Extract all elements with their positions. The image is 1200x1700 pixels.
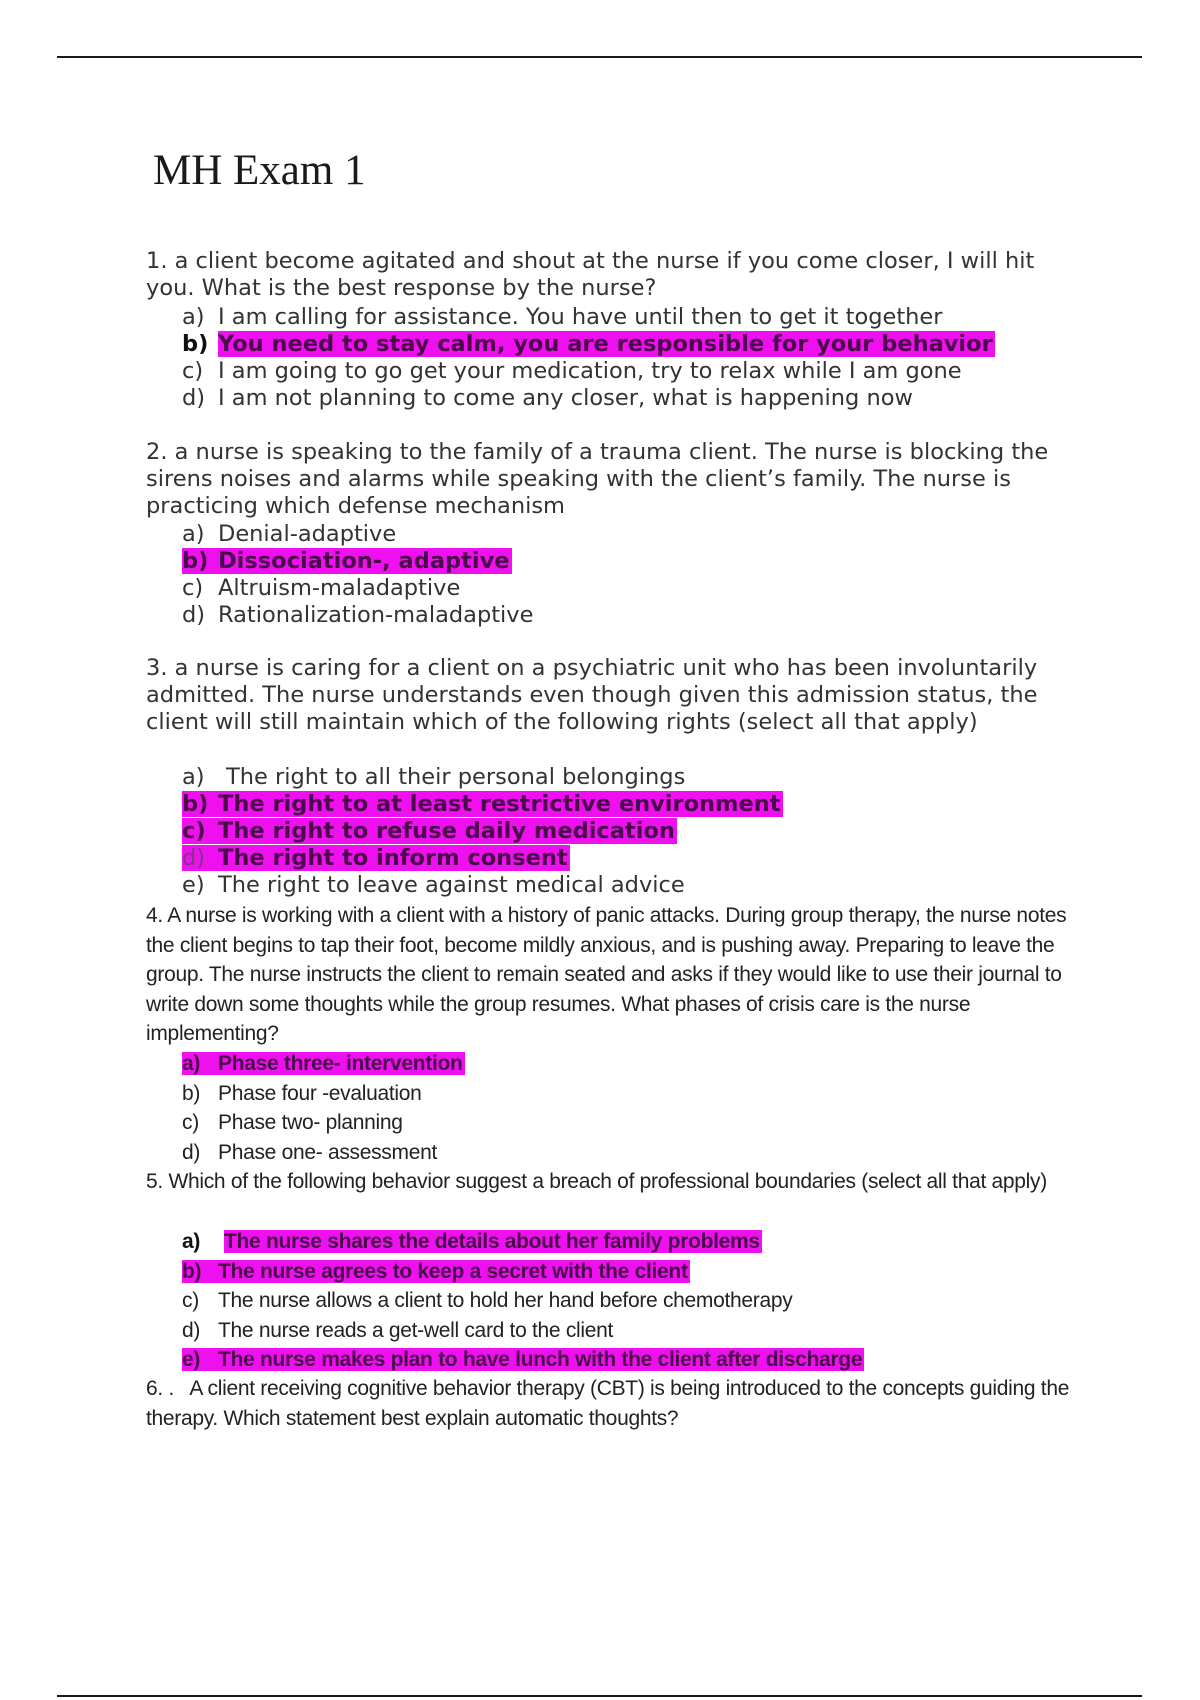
option-letter: b) [182,548,209,574]
option-text-highlighted: Phase three- intervention [218,1052,463,1075]
option-item [182,791,783,818]
option-letter: c) [182,1289,199,1313]
option-item [182,1079,465,1109]
option-letter: c) [182,575,204,601]
option-item [182,304,995,331]
option-letter: d) [182,845,206,871]
option-text-highlighted: The right to refuse daily medication [218,818,675,844]
option-text: Phase one- assessment [218,1140,437,1164]
option-text-highlighted: The right to inform consent [218,845,568,871]
option-item [182,521,533,548]
option-item [182,358,995,385]
option-text: The right to all their personal belongings [226,764,686,790]
option-item [182,764,783,791]
page-title: MH Exam 1 [153,147,366,194]
question-1-options [182,304,995,412]
option-item [182,1108,465,1138]
option-item [182,872,783,899]
option-letter: c) [182,1111,199,1135]
option-text: Denial-adaptive [218,521,397,547]
option-letter: d) [182,1140,201,1164]
option-item [182,331,995,358]
question-6-text: 6. . A client receiving cognitive behavior therapy (CBT) is being introduced to the concepts guiding the therapy. Which statement best explain automatic thoughts? [146,1377,1075,1430]
question-1-text: 1. a client become agitated and shout at the nurse if you come closer, I will hit you. What is the best response by the nurse? [146,248,1035,301]
option-item [182,1316,864,1346]
option-text: I am going to go get your medication, try to relax while I am gone [218,358,962,384]
option-letter: b) [182,1081,201,1105]
option-letter: d) [182,1318,201,1342]
bottom-rule [57,1695,1142,1697]
question-5-options [182,1227,864,1375]
option-text-highlighted: The nurse agrees to keep a secret with the client [218,1259,688,1283]
option-text: Rationalization-maladaptive [218,602,534,628]
option-text-highlighted: You need to stay calm, you are responsible for your behavior [218,331,993,357]
option-text: I am calling for assistance. You have until then to get it together [218,304,943,330]
question-5-text: 5. Which of the following behavior suggest a breach of professional boundaries (select all that apply) [146,1170,1047,1193]
option-letter: c) [182,818,206,844]
option-item [182,1286,864,1316]
option-letter: d) [182,602,206,628]
option-item [182,548,533,575]
option-text: Phase four -evaluation [218,1081,422,1105]
option-letter: b) [182,791,209,817]
question-4-text: 4. A nurse is working with a client with a history of panic attacks. During group therapy, the nurse notes the client begins to tap their foot, become mildly anxious, and is pushing away. Preparing to leave the group. The nurse instructs the client to remain seated and asks if they would like to use their journal to write down some thoughts while the group resumes. What phases of crisis care is the nurse implementing? [146,904,1067,1046]
option-text-highlighted: The nurse makes plan to have lunch with the client after discharge [218,1348,863,1372]
option-letter: e) [182,1348,201,1372]
option-letter: a) [182,764,205,790]
option-item [182,1049,465,1079]
top-rule [57,56,1142,58]
option-letter: a) [182,304,205,330]
option-item [182,385,995,412]
option-text: Phase two- planning [218,1111,403,1135]
question-2-options [182,521,533,629]
question-3-text: 3. a nurse is caring for a client on a psychiatric unit who has been involuntarily admitted. The nurse understands even though given this admission status, the client will still maintain which of the following rights (select all that apply) [146,655,1038,735]
option-text: The right to leave against medical advice [218,872,685,898]
option-letter: d) [182,385,206,411]
option-item [182,575,533,602]
option-text: Altruism-maladaptive [218,575,461,601]
option-letter: a) [182,1230,201,1253]
option-item [182,1138,465,1168]
option-item [182,1227,864,1257]
option-letter: a) [182,1052,201,1075]
option-text: I am not planning to come any closer, what is happening now [218,385,913,411]
option-item [182,1345,864,1375]
option-letter: a) [182,521,205,547]
option-letter: c) [182,358,204,384]
option-letter: b) [182,331,209,357]
question-2-text: 2. a nurse is speaking to the family of a trauma client. The nurse is blocking the sirens noises and alarms while speaking with the client’s family. The nurse is practicing which defense mechanism [146,439,1049,519]
option-item [182,818,783,845]
option-text-highlighted: The nurse shares the details about her family problems [224,1230,760,1253]
question-3-options [182,764,783,899]
option-text: The nurse reads a get-well card to the client [218,1318,614,1342]
option-text-highlighted: Dissociation-, adaptive [218,548,510,574]
option-letter: b) [182,1259,202,1283]
question-4-options [182,1049,465,1167]
option-letter: e) [182,872,205,898]
option-text-highlighted: The right to at least restrictive environment [218,791,781,817]
option-item [182,1257,864,1287]
option-item [182,602,533,629]
option-text: The nurse allows a client to hold her hand before chemotherapy [218,1289,793,1313]
option-item [182,845,783,872]
